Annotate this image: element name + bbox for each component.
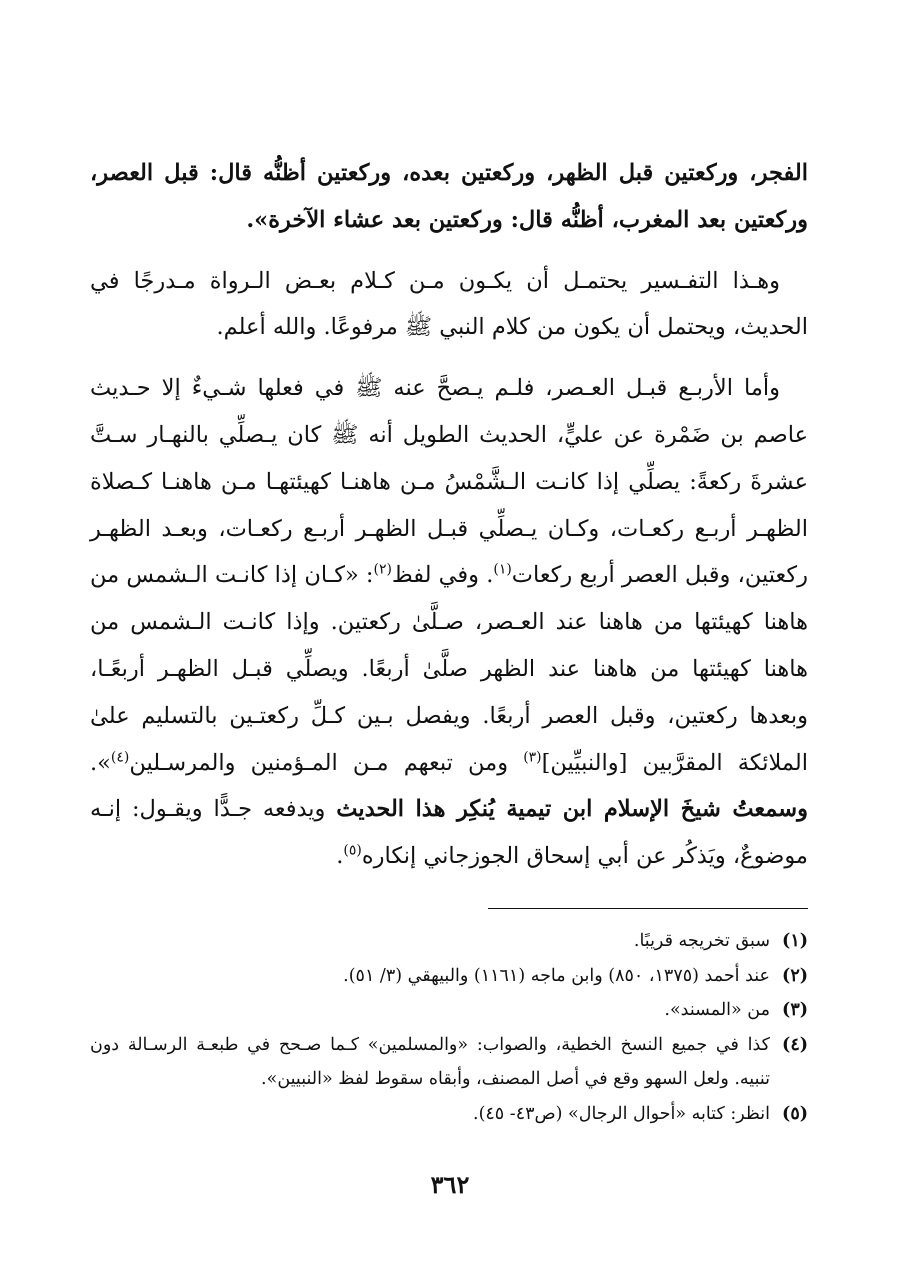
footnote-text: عند أحمد (١٣٧٥، ٨٥٠) وابن ماجه (١١٦١) والبيهقي (٣/ ٥١). [343, 965, 770, 986]
footnote-item [90, 1028, 808, 1097]
paragraph-3-part-c: : «كـان إذا كانـت الـشمس من هاهنا كهيئتها من هاهنا عند العـصر، صـلَّىٰ ركعتين. وإذا كانـت الـشمس من هاهنا كهيئتها من هاهنا عند الظهر صلَّىٰ أربعًا. ويصلِّي قبـل الظهـر أربعًـا، وبعدها ركعتين، وقبل العصر أربعًا. ويفصل بـين كـلِّ ركعتـين بالتسليم علىٰ الملائكة المقرَّبين [والنبيِّين] [90, 562, 809, 776]
footnote-number: (٣) [782, 1000, 808, 1020]
footnote-ref-5[interactable]: (٥) [343, 842, 362, 859]
paragraph-2: وهـذا التفـسير يحتمـل أن يكـون مـن كـلام بعـض الـرواة مـدرجًا في الحديث، ويحتمل أن يكون من كلام النبي ﷺ مرفوعًا. والله أعلم. [90, 267, 808, 341]
paragraph-3-part-d: ومن تبعهم مـن المـؤمنين والمرسـلين [129, 749, 524, 776]
paragraph-3-part-a: وأما الأربـع قبـل العـصر، فلـم يـصحَّ عنه ﷺ في فعلها شـيءٌ إلا حـديث عاصم بن ضَمْرة عن عليٍّ، الحديث الطويل أنه ﷺ كان يـصلِّي بالنهـار سـتَّ عشرةَ ركعةً: يصلِّي إذا كانـت الـشَّمْسُ مـن هاهنـا كهيئتهـا مـن هاهنـا كـصلاة الظهـر أربـع ركعـات، وكـان يـصلِّي قبـل الظهـر أربـع ركعـات، وبعـد الظهـر ركعتين، وقبل العصر أربع ركعات [90, 375, 808, 589]
footnote-number: (٤) [782, 1034, 808, 1055]
footnotes [90, 924, 808, 1131]
paragraph-3-part-e: ». [90, 749, 111, 776]
footnote-ref-1[interactable]: (١) [493, 561, 512, 578]
footnote-text: انظر: كتابه «أحوال الرجال» (ص٤٣- ٤٥). [473, 1103, 770, 1124]
footnote-item [90, 924, 808, 959]
footnote-number: (٥) [782, 1103, 808, 1124]
footnote-item [90, 959, 808, 994]
footnote-number: (٢) [782, 965, 808, 986]
footnote-ref-2[interactable]: (٢) [373, 561, 392, 578]
paragraph-1: الفجر، وركعتين قبل الظهر، وركعتين بعده، وركعتين أظنُّه قال: قبل العصر، وركعتين بعد المغرب، أظنُّه قال: وركعتين بعد عشاء الآخرة». [90, 160, 808, 233]
paragraph-3-part-f: ويدفعه جـدًّا ويقـول: إنـه موضوعٌ، ويَذكُر عن أبي إسحاق الجوزجاني إنكاره [90, 796, 808, 870]
footnote-item [90, 993, 808, 1028]
paragraph-3-bold: وسمعتُ شيخَ الإسلام ابن تيمية يُنكِر هذا الحديث [336, 796, 808, 823]
footnote-ref-3[interactable]: (٣) [523, 749, 542, 766]
footnote-text: سبق تخريجه قريبًا. [633, 931, 770, 951]
footnote-text: كذا في جميع النسخ الخطية، والصواب: «والمسلمين» كـما صـحح في طبعـة الرسـالة دون تنبيه. ولعل السهو وقع في أصل المصنف، وأبقاه سقوط لفظ «النبيين». [90, 1034, 770, 1089]
page-number: ٣٦٢ [430, 1170, 470, 1199]
paragraph-3-part-g: . [336, 843, 344, 870]
paragraph-3 [90, 365, 808, 880]
footnote-ref-4[interactable]: (٤) [110, 749, 130, 766]
footnote-number: (١) [782, 931, 808, 951]
main-text [90, 150, 808, 880]
footnote-text: من «المسند». [664, 1000, 770, 1020]
footnote-item [90, 1097, 808, 1132]
paragraph-3-part-b: . وفي لفظ [391, 562, 494, 589]
footnote-divider [488, 908, 808, 909]
